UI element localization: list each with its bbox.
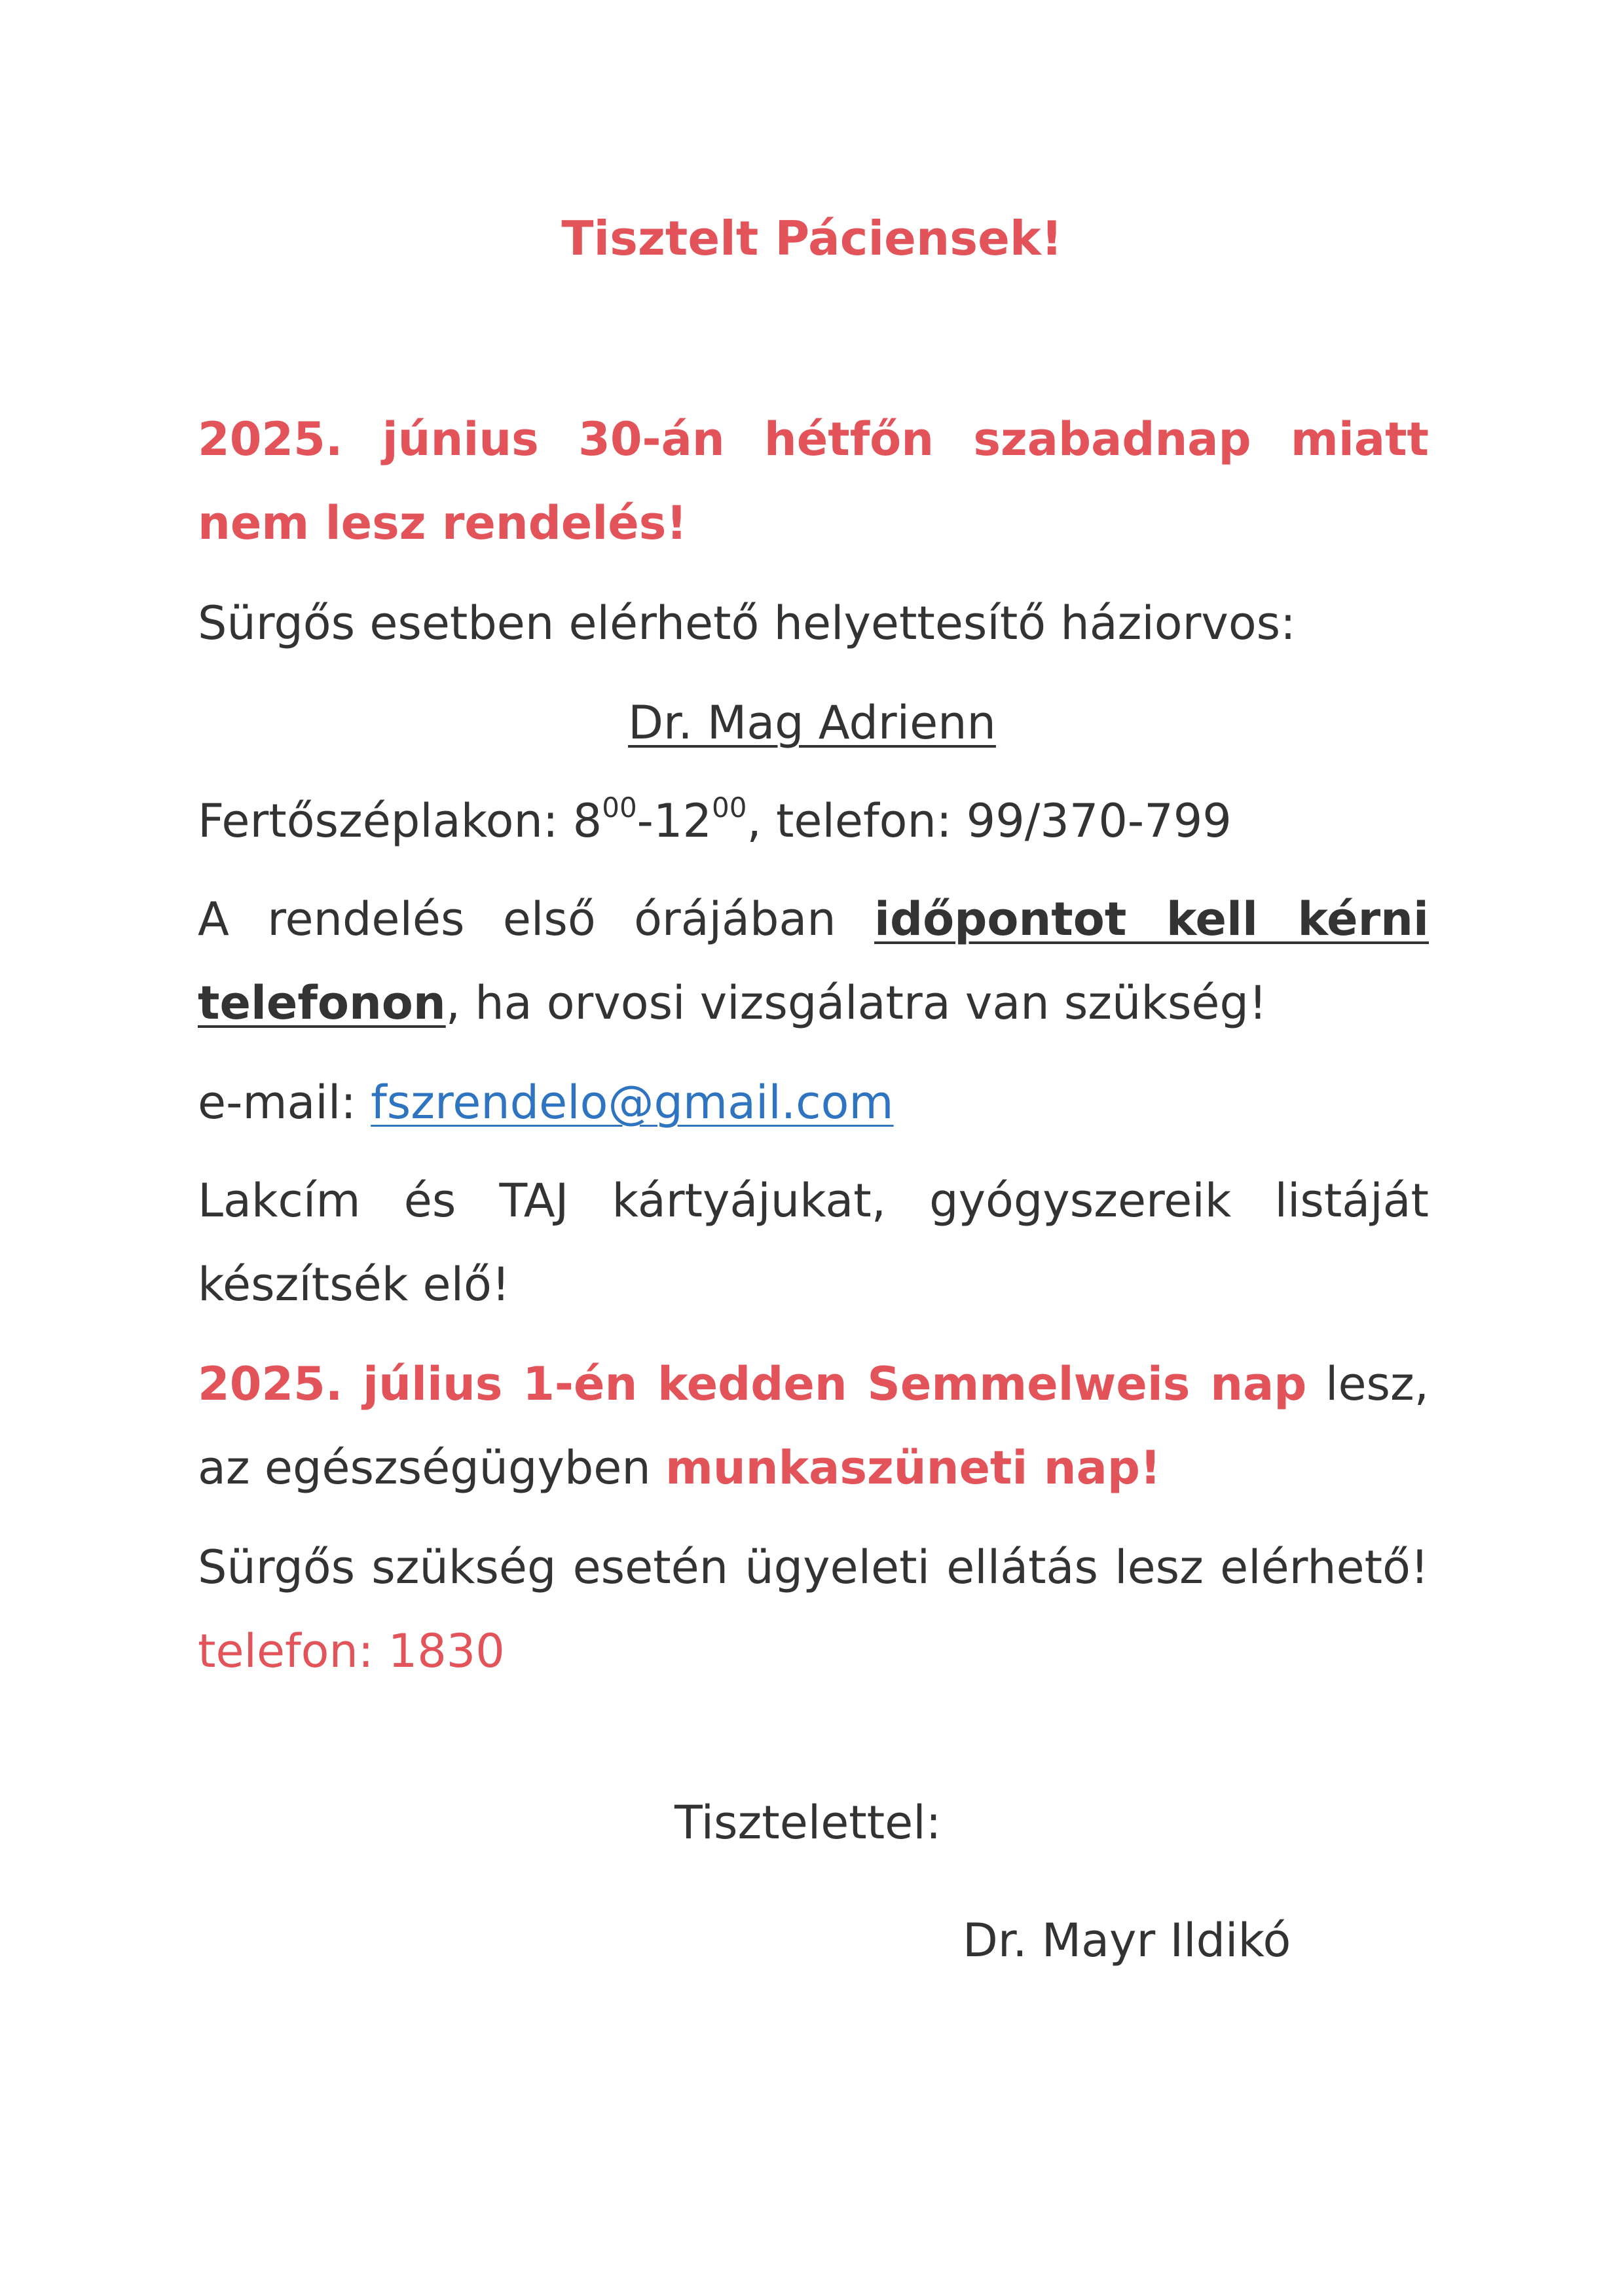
- substitute-intro: Sürgős esetben elérhető helyettesítő háziorvos:: [198, 596, 1296, 650]
- substitute-doctor-name: Dr. Mag Adrienn: [628, 696, 996, 750]
- email-label: e-mail:: [198, 1076, 371, 1129]
- email-link[interactable]: fszrendelo@gmail.com: [371, 1076, 894, 1129]
- substitute-hours: [198, 779, 1429, 863]
- substitute-phone: , telefon: 99/370-799: [747, 794, 1232, 848]
- hour-dash: -12: [637, 794, 712, 848]
- documents-note: Lakcím és TAJ kártyájukat, gyógyszereik listáját készítsék elő!: [198, 1174, 1429, 1311]
- emergency-phone: telefon: 1830: [198, 1624, 505, 1678]
- hour-start-superscript: 00: [602, 792, 637, 824]
- semmelweis-holiday: munkaszüneti nap!: [665, 1441, 1161, 1495]
- substitute-doctor: [0, 681, 1624, 765]
- signature-name: Dr. Mayr Ildikó: [963, 1914, 1291, 1967]
- closure-notice-text: 2025. június 30-án hétfőn szabadnap miatt nem lesz rendelés!: [198, 412, 1429, 550]
- appointment-emphasis: időpontot kell kérni telefonon: [198, 892, 1429, 1030]
- location-text: Fertőszéplakon: 8: [198, 794, 602, 848]
- appointment-after: , ha orvosi vizsgálatra van szükség!: [445, 976, 1267, 1030]
- emergency-note: [198, 1525, 1429, 1693]
- page-title: Tisztelt Páciensek!: [561, 211, 1063, 266]
- semmelweis-notice: [198, 1342, 1429, 1510]
- closing-greeting: Tisztelettel:: [674, 1796, 942, 1850]
- email-line: [198, 1061, 1429, 1144]
- semmelweis-date: 2025. július 1-én kedden Semmelweis nap: [198, 1357, 1307, 1411]
- appointment-note: [198, 877, 1429, 1045]
- appointment-before: A rendelés első órájában: [198, 892, 875, 946]
- emergency-text: Sürgős szükség esetén ügyeleti ellátás lesz elérhető!: [198, 1540, 1429, 1594]
- semmelweis-middle: lesz, az egészségügyben: [198, 1357, 1430, 1495]
- hour-end-superscript: 00: [712, 792, 747, 824]
- closure-notice: [198, 397, 1429, 565]
